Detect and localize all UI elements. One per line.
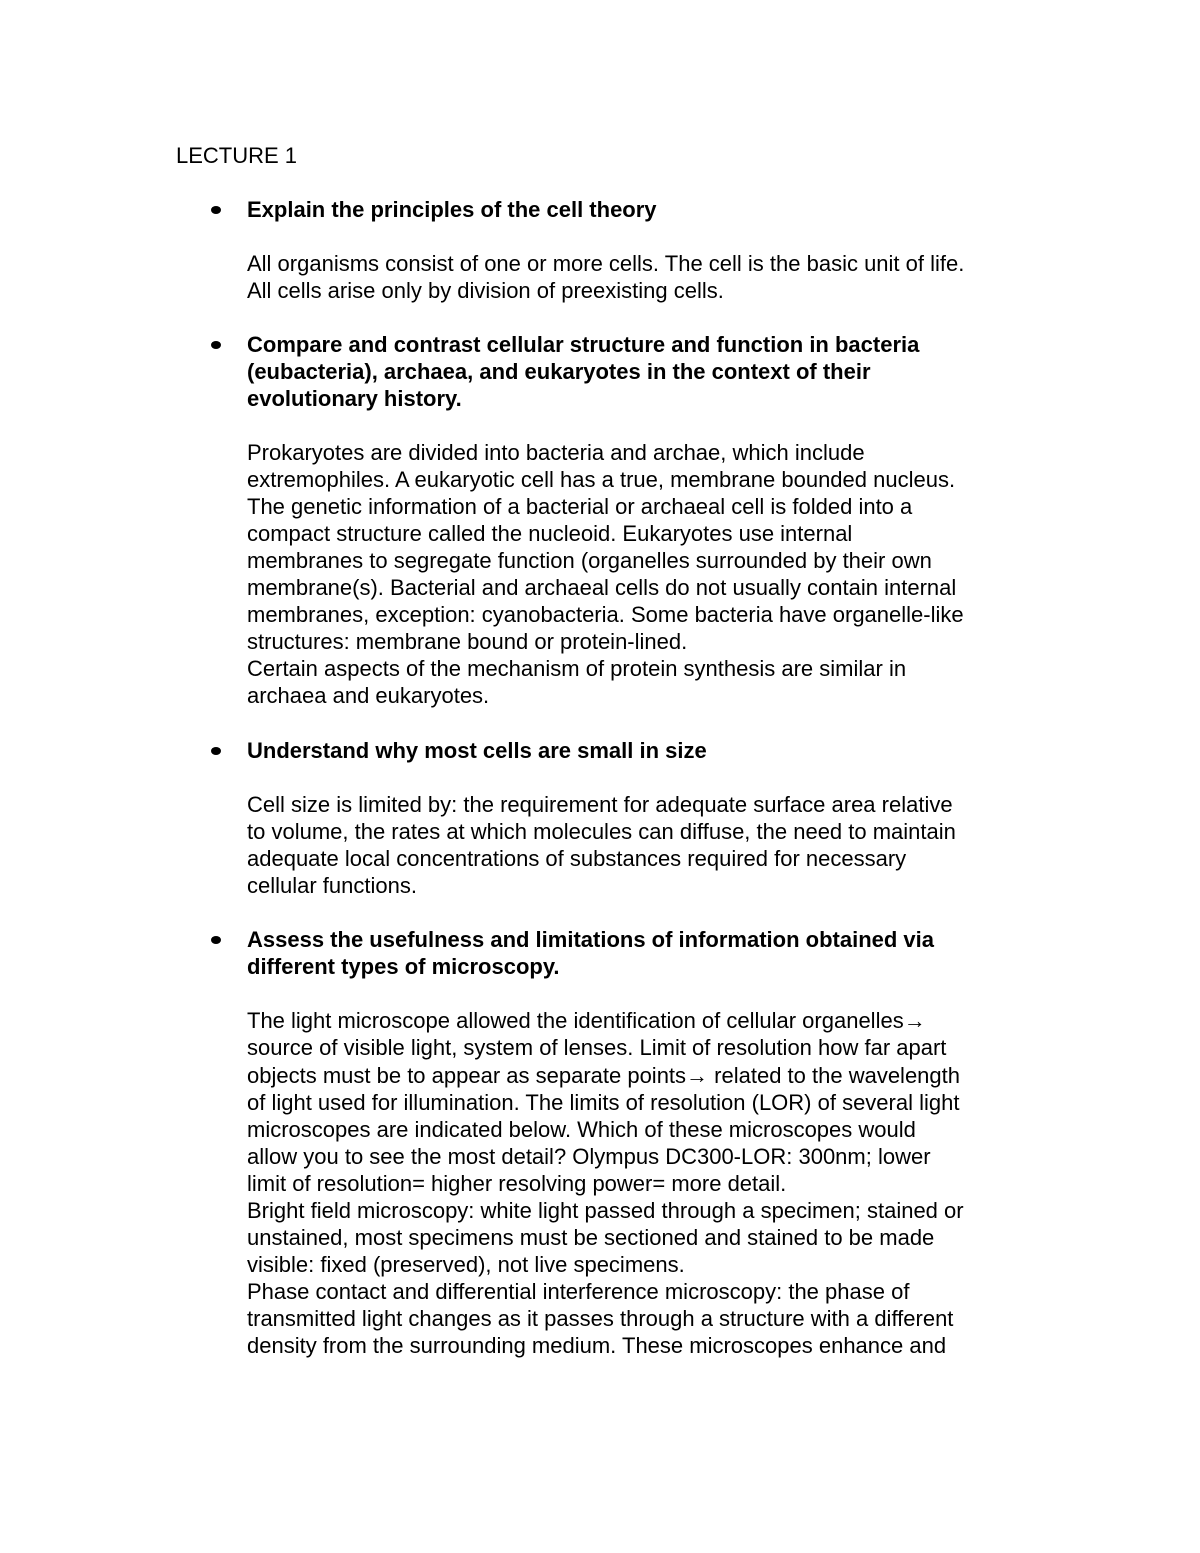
section-body-line: transmitted light changes as it passes through a structure with a different [247,1306,954,1331]
section-body-line: The genetic information of a bacterial or archaeal cell is folded into a [247,494,913,519]
section-body-line: density from the surrounding medium. These microscopes enhance and [247,1333,947,1358]
section-heading-line: evolutionary history. [247,386,462,411]
section-body-line: archaea and eukaryotes. [247,683,490,708]
bullet-icon [211,747,221,755]
section-heading-line: different types of microscopy. [247,954,560,979]
section-body-line: membranes to segregate function (organelles surrounded by their own [247,548,932,573]
section-body-line: compact structure called the nucleoid. Eukaryotes use internal [247,521,853,546]
section-body-line: objects must be to appear as separate points→ related to the wavelength [247,1063,960,1088]
section-body-line: microscopes are indicated below. Which of these microscopes would [247,1117,916,1142]
section-body-line: visible: fixed (preserved), not live specimens. [247,1252,685,1277]
section-body-line: source of visible light, system of lenses. Limit of resolution how far apart [247,1035,947,1060]
section-body-line: Phase contact and differential interference microscopy: the phase of [247,1279,910,1304]
bullet-icon [211,936,221,944]
section-body-line: structures: membrane bound or protein-lined. [247,629,688,654]
section-heading-line: Explain the principles of the cell theory [247,197,657,222]
section-body-line: Cell size is limited by: the requirement for adequate surface area relative [247,792,953,817]
section-body-line: allow you to see the most detail? Olympus DC300-LOR: 300nm; lower [247,1144,931,1169]
section-body-line: membranes, exception: cyanobacteria. Some bacteria have organelle-like [247,602,964,627]
section-body-line: The light microscope allowed the identification of cellular organelles→ [247,1008,926,1033]
section-body-line: to volume, the rates at which molecules can diffuse, the need to maintain [247,819,956,844]
section-body-line: limit of resolution= higher resolving power= more detail. [247,1171,787,1196]
section-body-line: Certain aspects of the mechanism of protein synthesis are similar in [247,656,907,681]
section-body-line: extremophiles. A eukaryotic cell has a true, membrane bounded nucleus. [247,467,956,492]
section-body-line: membrane(s). Bacterial and archaeal cells do not usually contain internal [247,575,957,600]
page-title: LECTURE 1 [176,143,298,168]
section-body-line: Bright field microscopy: white light passed through a specimen; stained or [247,1198,964,1223]
section-body-line: of light used for illumination. The limits of resolution (LOR) of several light [247,1090,960,1115]
section-body-line: All cells arise only by division of preexisting cells. [247,278,724,303]
section-body-line: All organisms consist of one or more cells. The cell is the basic unit of life. [247,251,965,276]
section-body-line: unstained, most specimens must be sectioned and stained to be made [247,1225,935,1250]
section-heading-line: (eubacteria), archaea, and eukaryotes in the context of their [247,359,871,384]
bullet-icon [211,341,221,349]
section-body-line: Prokaryotes are divided into bacteria and archae, which include [247,440,865,465]
section-heading-line: Understand why most cells are small in size [247,738,707,763]
section-body-line: adequate local concentrations of substances required for necessary [247,846,907,871]
section-heading-line: Assess the usefulness and limitations of information obtained via [247,927,935,952]
bullet-icon [211,206,221,214]
section-body-line: cellular functions. [247,873,417,898]
section-heading-line: Compare and contrast cellular structure and function in bacteria [247,332,920,357]
